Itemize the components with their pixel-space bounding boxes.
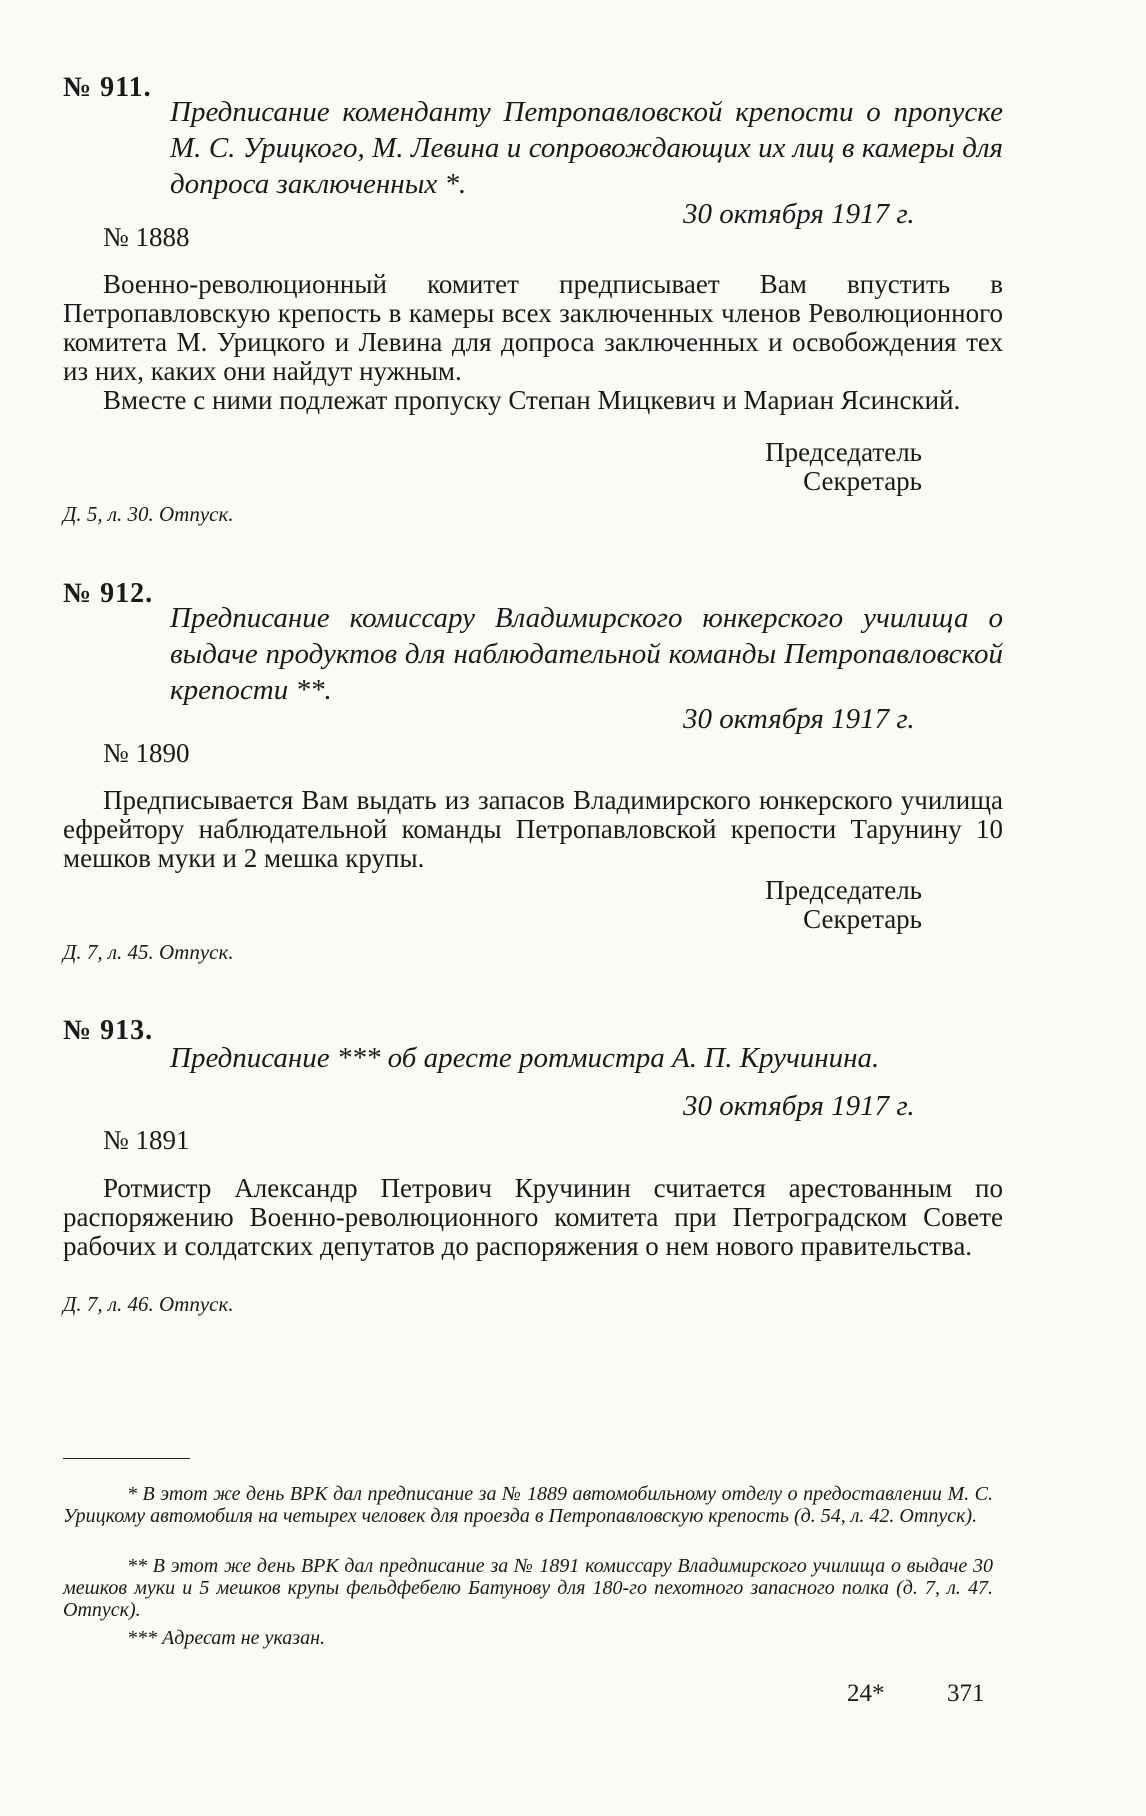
document-paragraph: Предписывается Вам выдать из запасов Владимирского юнкерского училища ефрейтору наблюдательной команды Петропавловской крепости Тарунину 10 мешков муки и 2 мешка крупы. [63, 785, 1003, 873]
document-title: Предписание комиссару Владимирского юнкерского училища о выдаче продуктов для наблюдательной команды Петропавловской крепости **. [170, 602, 1003, 706]
signature-secretary: Секретарь [803, 466, 922, 496]
footnote-2: ** В этот же день ВРК дал предписание за № 1891 комиссару Владимирского училища о выдаче 30 мешков муки и 5 мешков крупы фельдфебелю Батунову для 180-го пехотного запасного полка (д. 7, л. 47. Отпуск). [63, 1555, 993, 1621]
page-number: 371 [947, 1680, 985, 1707]
archive-source: Д. 5, л. 30. Отпуск. [63, 502, 234, 526]
registration-number: № 1890 [103, 738, 190, 768]
signature-mark: 24* [847, 1680, 885, 1707]
document-number: № 913. [63, 1015, 154, 1046]
signature-chairman: Председатель [765, 437, 922, 467]
footnote-rule [63, 1458, 190, 1459]
document-date: 30 октября 1917 г. [683, 198, 915, 230]
registration-number: № 1891 [103, 1125, 190, 1155]
footnote-1: * В этот же день ВРК дал предписание за № 1889 автомобильному отделу о предоставлении М. С. Урицкому автомобиля на четырех человек для проезда в Петропавловскую крепость (д. 54, л. 42. Отпуск). [63, 1483, 993, 1527]
signature-secretary: Секретарь [803, 904, 922, 934]
document-date: 30 октября 1917 г. [683, 1090, 915, 1122]
document-number: № 911. [63, 72, 152, 103]
document-number: № 912. [63, 578, 154, 609]
footnote-3: *** Адресат не указан. [127, 1627, 326, 1649]
archive-source: Д. 7, л. 46. Отпуск. [63, 1292, 234, 1316]
document-date: 30 октября 1917 г. [683, 703, 915, 735]
document-title: Предписание *** об аресте ротмистра А. П. Кручинина. [170, 1042, 880, 1074]
document-paragraph: Военно-революционный комитет предписывает Вам впустить в Петропавловскую крепость в камеры всех заключенных членов Революционного комитета М. Урицкого и Левина для допроса заключенных и освобождения тех из них, каких они найдут нужным. [63, 269, 1003, 386]
document-paragraph: Ротмистр Александр Петрович Кручинин считается арестованным по распоряжению Военно-революционного комитета при Петроградском Совете рабочих и солдатских депутатов до распоряжения о нем нового правительства. [63, 1173, 1003, 1261]
signature-chairman: Председатель [765, 875, 922, 905]
archive-source: Д. 7, л. 45. Отпуск. [63, 940, 234, 964]
registration-number: № 1888 [103, 222, 190, 252]
document-title: Предписание коменданту Петропавловской крепости о пропуске М. С. Урицкого, М. Левина и сопровождающих их лиц в камеры для допроса заключенных *. [170, 96, 1003, 200]
document-paragraph: Вместе с ними подлежат пропуску Степан Мицкевич и Мариан Ясинский. [103, 385, 961, 415]
